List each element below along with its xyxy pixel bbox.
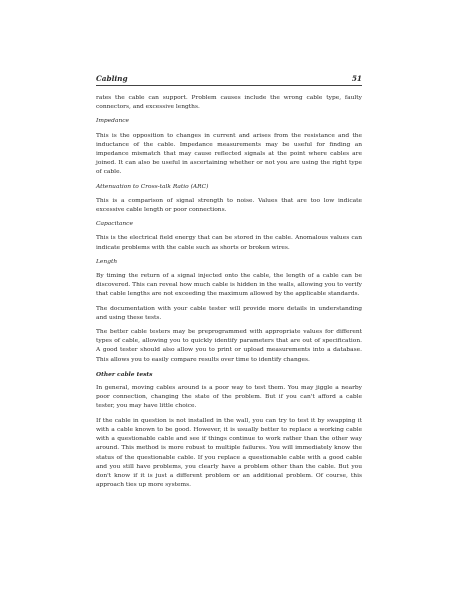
chapter-title: Cabling (96, 74, 128, 83)
definition-arc (96, 183, 362, 216)
definition-term: Length (96, 258, 118, 265)
page-number: 51 (351, 74, 362, 83)
definition-term: Attenuation to Cross-talk Ratio (ARC) (96, 183, 209, 190)
definition-text: This is the electrical field energy that can be stored in the cable. Anomalous values can indicate problems with the cable such as shorts or broken wires. (96, 235, 362, 251)
definition-length (96, 258, 362, 300)
definition-term: Impedance (96, 118, 130, 125)
section-heading: Other cable tests (96, 370, 153, 378)
definition-text: This is a comparison of signal strength to noise. Values that are too low indicate excessive cable length or poor connections. (96, 197, 362, 214)
intro-continuation: rates the cable can support. Problem causes include the wrong cable type, faulty connectors, and excessive lengths. (96, 95, 362, 111)
definition-term: Capacitance (96, 221, 133, 228)
definition-capacitance (96, 220, 362, 253)
header-rule (96, 85, 362, 86)
paragraph: The documentation with your cable tester will provide more details in understanding and using these tests. (96, 305, 362, 321)
page-body (96, 94, 362, 495)
definition-text: By timing the return of a signal injected onto the cable, the length of a cable can be discovered. This can reveal how much cable is hidden in the walls, allowing you to verify that cable lengths are not exceeding the maximum allowed by the applicable standards. (96, 273, 362, 298)
paragraph: If the cable in question is not installed in the wall, you can try to test it by swapping it with a cable known to be good. However, it is usually better to replace a working cable with a questionable cable and see if things continue to work rather than the other way around. This method is more robust to multiple failures. You will immediately know the status of the questionable cable. If you replace a questionable cable with a good cable and you still have problems, you clearly have a problem other than the cable. But you don't know if it is just a different problem or an additional problem. Of course, this approach ties up more systems. (96, 417, 362, 489)
definition-impedance (96, 117, 362, 177)
paragraph: In general, moving cables around is a poor way to test them. You may jiggle a nearby poor connection, changing the state of the problem. But if you can't afford a cable tester, you may have little choice. (96, 385, 362, 410)
definition-text: This is the opposition to changes in current and arises from the resistance and the inductance of the cable. Impedance measurements may be useful for finding an impedance mismatch that may cause reflected signals at the point where cables are joined. It can also be useful in ascertaining whether or not you are using the right type of cable. (96, 132, 362, 176)
paragraph: The better cable testers may be preprogrammed with appropriate values for different types of cable, allowing you to quickly identify parameters that are out of specification. A good tester should also allow you to print or upload measurements into a database. This allows you to easily compare results over time to identify changes. (96, 329, 362, 363)
